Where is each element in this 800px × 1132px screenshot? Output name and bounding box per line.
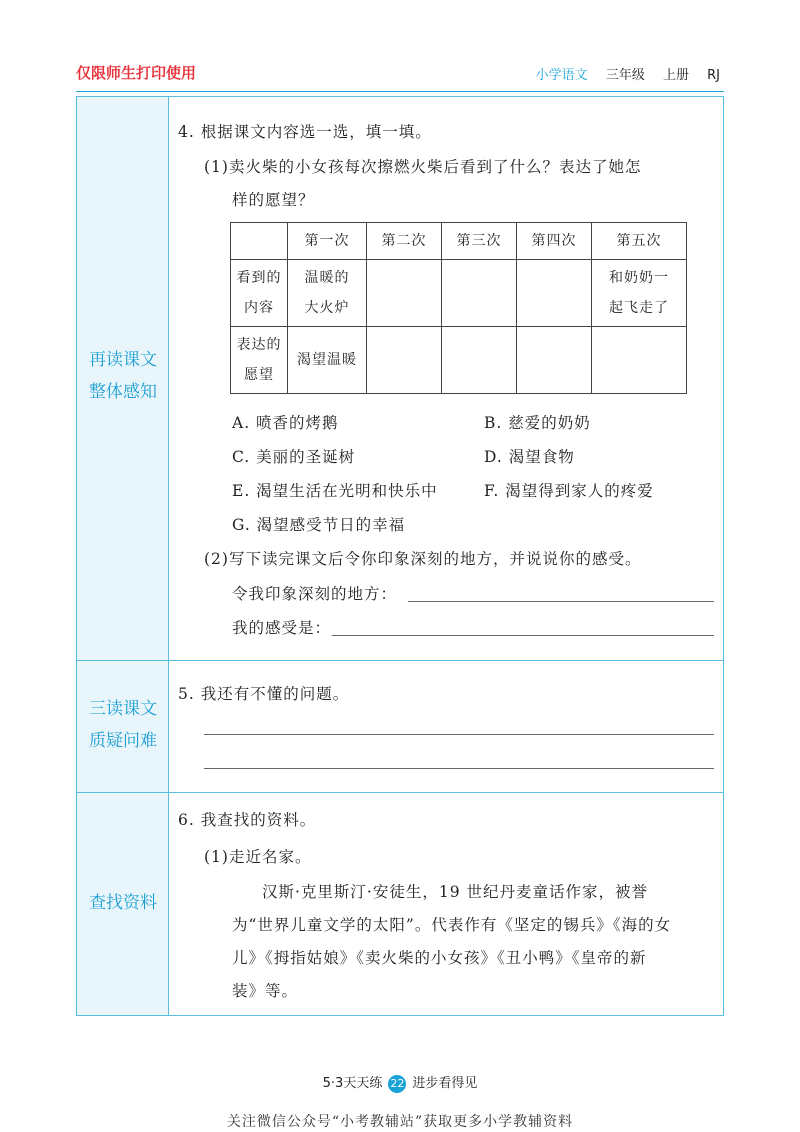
row-label-line: 愿望: [244, 367, 274, 383]
table-header-cell: [231, 223, 288, 260]
table-cell[interactable]: [442, 260, 517, 327]
print-notice: 仅限师生打印使用: [76, 64, 197, 82]
section-label-line: 整体感知: [89, 382, 157, 402]
section-label-reread: [77, 344, 169, 408]
table-header-row: [231, 223, 687, 260]
cell-line: 和奶奶一: [609, 270, 669, 286]
section-label-line: 三读课文: [89, 699, 157, 719]
option-c: C. 美丽的圣诞树: [232, 448, 356, 466]
section-label-line: 质疑问难: [89, 731, 157, 751]
row-label: [231, 260, 288, 327]
section-divider: [77, 792, 723, 793]
table-row: [231, 327, 687, 394]
feeling-label: 我的感受是：: [232, 619, 332, 637]
option-f: F. 渴望得到家人的疼爱: [484, 482, 654, 500]
footer-note: 关注微信公众号“小考教辅站”获取更多小学教辅资料: [226, 1114, 574, 1130]
header-divider: [76, 91, 724, 92]
page-number-badge: 22: [388, 1075, 406, 1093]
footer-slogan: 进步看得见: [412, 1076, 478, 1091]
cell-line: 大火炉: [304, 300, 350, 316]
cell-line: 起飞走了: [609, 300, 669, 316]
table-header-cell: 第五次: [592, 223, 687, 260]
table-row: [231, 260, 687, 327]
footer: [0, 1072, 800, 1093]
q4-title: 4. 根据课文内容选一选，填一填。: [178, 123, 432, 141]
section-divider: [77, 660, 723, 661]
book-info: [536, 64, 720, 83]
section-label-column: [77, 97, 169, 1015]
para-line: 装》等。: [232, 982, 299, 1000]
option-d: D. 渴望食物: [484, 448, 575, 466]
section-label-research: [77, 887, 169, 919]
option-b: B. 慈爱的奶奶: [484, 414, 591, 432]
table-cell[interactable]: [517, 327, 592, 394]
row-label-line: 表达的: [236, 337, 282, 353]
table-cell[interactable]: [288, 260, 367, 327]
q4-sub1-line2: 样的愿望？: [232, 191, 315, 209]
section-label-line: 查找资料: [89, 893, 157, 913]
q6-sub1: (1)走近名家。: [204, 848, 312, 866]
para-line: 为“世界儿童文学的太阳”。代表作有《坚定的锡兵》《海的女: [232, 916, 672, 934]
volume: 上册: [662, 68, 689, 83]
table-header-cell: 第一次: [288, 223, 367, 260]
cell-line: 渴望温暖: [297, 352, 357, 368]
row-label: [231, 327, 288, 394]
cell-line: 温暖的: [304, 270, 350, 286]
table-cell[interactable]: [592, 260, 687, 327]
fill-table: [230, 222, 687, 394]
grade: 三年级: [605, 68, 645, 83]
table-cell[interactable]: [367, 260, 442, 327]
impress-label: 令我印象深刻的地方：: [232, 585, 398, 603]
edition: RJ: [707, 68, 720, 83]
q5-title: 5. 我还有不懂的问题。: [178, 685, 350, 703]
row-label-line: 看到的: [236, 270, 282, 286]
section-label-line: 再读课文: [89, 350, 157, 370]
q4-sub1-line1: (1)卖火柴的小女孩每次擦燃火柴后看到了什么？表达了她怎: [204, 158, 642, 176]
option-g: G. 渴望感受节日的幸福: [232, 516, 406, 534]
table-cell[interactable]: [517, 260, 592, 327]
row-label-line: 内容: [244, 300, 274, 316]
q6-title: 6. 我查找的资料。: [178, 811, 317, 829]
table-header-cell: 第二次: [367, 223, 442, 260]
table-header-cell: 第四次: [517, 223, 592, 260]
table-cell[interactable]: [288, 327, 367, 394]
q4-sub2: (2)写下读完课文后令你印象深刻的地方，并说说你的感受。: [204, 550, 642, 568]
option-a: A. 喷香的烤鹅: [232, 414, 339, 432]
answer-line[interactable]: [204, 768, 714, 769]
subject: 小学语文: [535, 68, 588, 83]
table-cell[interactable]: [592, 327, 687, 394]
table-cell[interactable]: [367, 327, 442, 394]
section-label-question: [77, 693, 169, 757]
para-line: 儿》《拇指姑娘》《卖火柴的小女孩》《丑小鸭》《皇帝的新: [232, 949, 647, 967]
answer-line[interactable]: [204, 734, 714, 735]
impress-answer-line[interactable]: [408, 601, 714, 602]
table-header-cell: 第三次: [442, 223, 517, 260]
footer-brand: 5·3天天练: [322, 1076, 383, 1091]
option-e: E. 渴望生活在光明和快乐中: [232, 482, 438, 500]
table-cell[interactable]: [442, 327, 517, 394]
feeling-answer-line[interactable]: [332, 635, 714, 636]
para-line: 汉斯·克里斯汀·安徒生，19 世纪丹麦童话作家，被誉: [262, 883, 649, 901]
